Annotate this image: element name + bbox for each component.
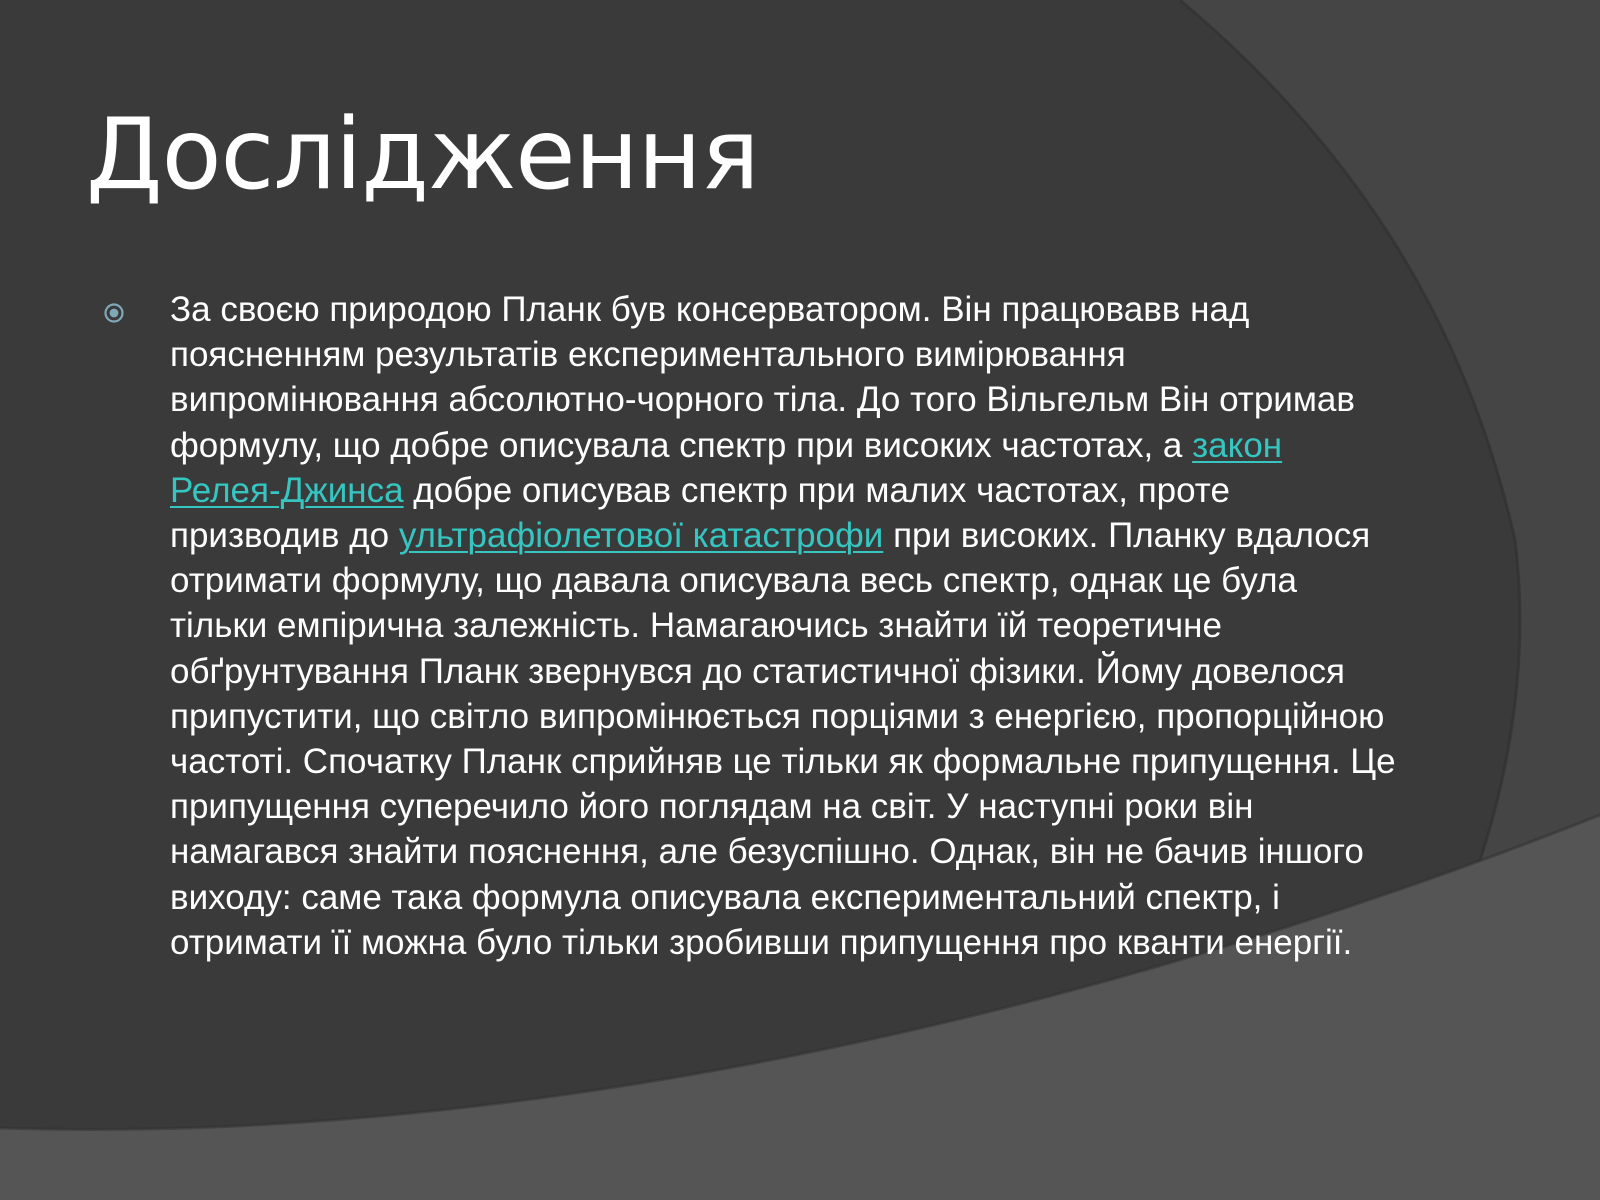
slide-title: Дослідження <box>86 98 759 212</box>
paragraph-text-part-2: добре описував спектр при малих частотах, проте призводив до <box>170 470 1230 556</box>
rayleigh-jeans-law-link[interactable]: закон Релея-Джинса <box>170 425 1283 510</box>
circled-dot-icon <box>103 302 125 324</box>
paragraph-text-part-1: За своєю природою Планк був консерватором. Він працювавв над поясненням результатів експериментального вимірювання випромінювання абсолютно-чорного тіла. До того Вільгельм Він отримав формулу, що добре описувала спектр при високих частотах, а <box>170 290 1355 465</box>
body-paragraph <box>170 287 1400 965</box>
paragraph-text-part-3: при високих. Планку вдалося отримати формулу, що давала описувала весь спектр, однак це була тільки емпірична залежність. Намагаючись знайти їй теоретичне обґрунтування Планк звернувся до статистичної фізики. Йому довелося припустити, що світло випромінюється порціями з енергією, пропорційною частоті. Спочатку Планк сприйняв це тільки як формальне припущення. Це припущення суперечило його поглядам на світ. У наступні роки він намагався знайти пояснення, але безуспішно. Однак, він не бачив іншого виходу: саме така формула описувала експериментальний спектр, і отримати її можна було тільки зробивши припущення про кванти енергії. <box>170 516 1396 962</box>
ultraviolet-catastrophe-link[interactable]: ультрафіолетової катастрофи <box>398 516 884 556</box>
